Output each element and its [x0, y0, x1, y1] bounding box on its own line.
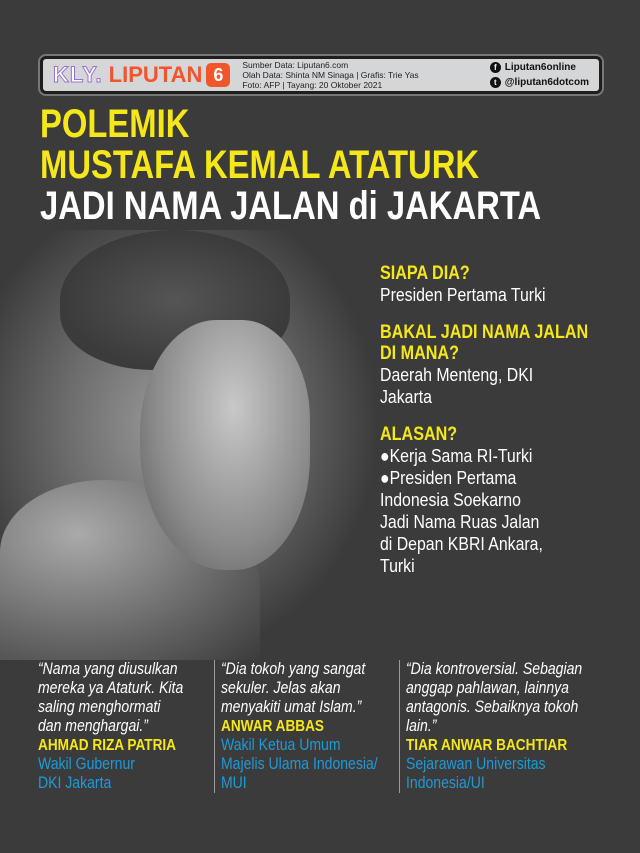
quote-role: Wakil Gubernur [38, 755, 135, 773]
quote-card [399, 660, 599, 793]
quote-role: Wakil Ketua Umum [221, 736, 341, 754]
info-answer: Daerah Menteng, DKI [380, 365, 534, 385]
processing-text: Olah Data: Shinta NM Sinaga | Grafis: Trie Yas [242, 70, 419, 80]
quote-role: Sejarawan Universitas [406, 755, 546, 773]
facebook-handle: Liputan6online [504, 62, 576, 73]
quote-text: antagonis. Sebaiknya tokoh [406, 698, 579, 716]
info-block [380, 322, 630, 408]
quote-card [38, 660, 214, 793]
info-answer: Turki [380, 556, 415, 576]
ataturk-portrait [0, 230, 380, 660]
title-line: MUSTAFA KEMAL ATATURK [40, 143, 480, 187]
info-panel [380, 263, 630, 593]
facebook-icon: f [490, 62, 501, 73]
quote-text: anggap pahlawan, lainnya [406, 679, 569, 697]
quote-author: AHMAD RIZA PATRIA [38, 737, 177, 754]
kly-logo: KLY. [53, 62, 103, 87]
credits [242, 60, 418, 90]
quote-text: “Dia tokoh yang sangat [221, 660, 366, 678]
quote-role: Majelis Ulama Indonesia/ [221, 755, 378, 773]
twitter-handle: @liputan6dotcom [504, 77, 589, 88]
title-line: JADI NAMA JALAN di JAKARTA [40, 184, 542, 228]
social-links [490, 60, 589, 90]
info-question: ALASAN? [380, 424, 458, 445]
quote-text: “Dia kontroversial. Sebagian [406, 660, 583, 678]
twitter-icon: t [490, 77, 501, 88]
page-title [40, 104, 541, 227]
quote-author: TIAR ANWAR BACHTIAR [406, 737, 568, 754]
quote-text: sekuler. Jelas akan [221, 679, 341, 697]
liputan6-logo: LIPUTAN [108, 62, 203, 87]
quote-text: saling menghormati [38, 698, 161, 716]
header-banner [40, 56, 602, 94]
info-question: BAKAL JADI NAMA JALAN [380, 322, 589, 343]
source-text: Sumber Data: Liputan6.com [242, 60, 349, 70]
info-answer: Indonesia Soekarno [380, 490, 521, 510]
info-block [380, 424, 630, 577]
info-answer: Jadi Nama Ruas Jalan [380, 512, 540, 532]
quote-role: Indonesia/UI [406, 774, 485, 792]
quote-role: MUI [221, 774, 247, 792]
info-question: DI MANA? [380, 343, 459, 364]
quote-card [214, 660, 399, 793]
quote-role: DKI Jakarta [38, 774, 112, 792]
title-line: POLEMIK [40, 102, 190, 146]
info-block [380, 263, 630, 306]
quotes-section [38, 660, 608, 793]
quote-text: lain.” [406, 717, 437, 735]
quote-text: “Nama yang diusulkan [38, 660, 178, 678]
quote-text: menyakiti umat Islam.” [221, 698, 362, 716]
quote-author: ANWAR ABBAS [221, 718, 325, 735]
quote-text: dan menghargai.” [38, 717, 148, 735]
info-answer: ●Kerja Sama RI-Turki [380, 446, 533, 466]
photo-text: Foto: AFP | Tayang: 20 Oktober 2021 [242, 80, 383, 90]
info-answer: Jakarta [380, 387, 432, 407]
info-question: SIAPA DIA? [380, 263, 470, 284]
info-answer: di Depan KBRI Ankara, [380, 534, 543, 554]
info-answer: Presiden Pertama Turki [380, 285, 546, 305]
quote-text: mereka ya Ataturk. Kita [38, 679, 184, 697]
liputan6-logo-six: 6 [206, 63, 230, 87]
info-answer: ●Presiden Pertama [380, 468, 517, 488]
